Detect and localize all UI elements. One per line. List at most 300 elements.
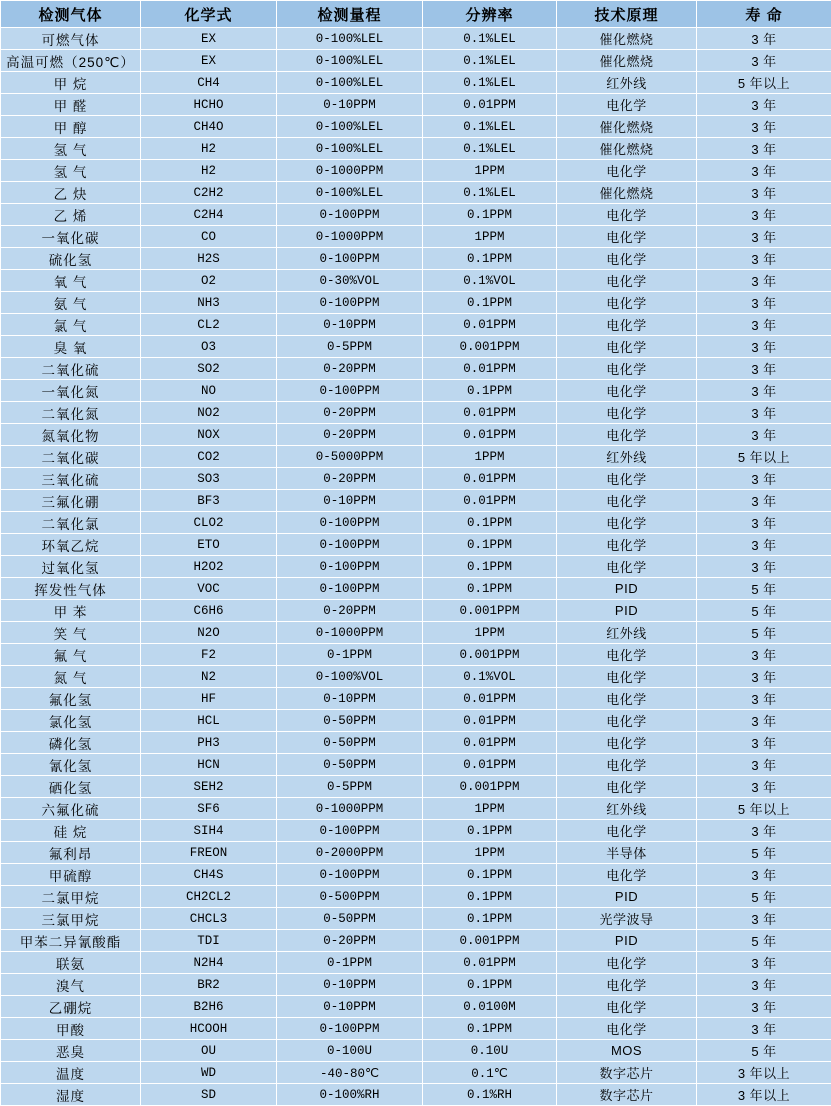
cell-formula: CH4O xyxy=(141,116,277,138)
cell-gas: 硅 烷 xyxy=(1,820,141,842)
cell-range: 0-50PPM xyxy=(277,732,423,754)
cell-formula: ETO xyxy=(141,534,277,556)
cell-formula: FREON xyxy=(141,842,277,864)
cell-resolution: 0.01PPM xyxy=(423,314,557,336)
cell-technology: 电化学 xyxy=(557,556,697,578)
cell-resolution: 0.10U xyxy=(423,1040,557,1062)
cell-resolution: 1PPM xyxy=(423,798,557,820)
cell-lifespan: 3 年 xyxy=(697,534,831,556)
table-row xyxy=(1,512,831,534)
cell-range: -40-80℃ xyxy=(277,1062,423,1084)
cell-resolution: 0.01PPM xyxy=(423,468,557,490)
cell-gas: 氟化氢 xyxy=(1,688,141,710)
cell-formula: SO3 xyxy=(141,468,277,490)
cell-gas: 氢 气 xyxy=(1,138,141,160)
cell-resolution: 0.01PPM xyxy=(423,732,557,754)
cell-lifespan: 3 年 xyxy=(697,732,831,754)
cell-resolution: 0.01PPM xyxy=(423,688,557,710)
table-row xyxy=(1,402,831,424)
cell-resolution: 0.1PPM xyxy=(423,578,557,600)
cell-technology: 红外线 xyxy=(557,622,697,644)
cell-technology: 催化燃烧 xyxy=(557,182,697,204)
cell-lifespan: 3 年 xyxy=(697,28,831,50)
cell-formula: HCL xyxy=(141,710,277,732)
cell-range: 0-20PPM xyxy=(277,930,423,952)
cell-range: 0-1000PPM xyxy=(277,798,423,820)
cell-resolution: 0.01PPM xyxy=(423,490,557,512)
cell-resolution: 0.01PPM xyxy=(423,358,557,380)
cell-technology: PID xyxy=(557,886,697,908)
table-row xyxy=(1,1018,831,1040)
cell-resolution: 0.01PPM xyxy=(423,952,557,974)
cell-resolution: 0.1PPM xyxy=(423,864,557,886)
cell-gas: 二氧化氮 xyxy=(1,402,141,424)
table-row xyxy=(1,952,831,974)
cell-formula: O3 xyxy=(141,336,277,358)
table-header xyxy=(1,1,831,28)
cell-resolution: 0.1PPM xyxy=(423,974,557,996)
cell-range: 0-5PPM xyxy=(277,336,423,358)
cell-resolution: 0.01PPM xyxy=(423,710,557,732)
cell-range: 0-30%VOL xyxy=(277,270,423,292)
cell-resolution: 0.1PPM xyxy=(423,820,557,842)
cell-technology: 红外线 xyxy=(557,446,697,468)
cell-technology: 电化学 xyxy=(557,688,697,710)
cell-formula: PH3 xyxy=(141,732,277,754)
cell-gas: 甲酸 xyxy=(1,1018,141,1040)
cell-range: 0-100PPM xyxy=(277,578,423,600)
table-row xyxy=(1,424,831,446)
cell-lifespan: 5 年 xyxy=(697,622,831,644)
cell-gas: 湿度 xyxy=(1,1084,141,1106)
cell-gas: 二氯甲烷 xyxy=(1,886,141,908)
column-header-formula: 化学式 xyxy=(141,1,277,28)
table-row xyxy=(1,138,831,160)
cell-gas: 一氧化氮 xyxy=(1,380,141,402)
cell-range: 0-10PPM xyxy=(277,688,423,710)
cell-lifespan: 3 年 xyxy=(697,1018,831,1040)
cell-range: 0-20PPM xyxy=(277,402,423,424)
table-body xyxy=(1,28,831,1106)
cell-formula: N2 xyxy=(141,666,277,688)
cell-formula: C2H2 xyxy=(141,182,277,204)
column-header-gas: 检测气体 xyxy=(1,1,141,28)
cell-range: 0-100PPM xyxy=(277,864,423,886)
cell-resolution: 0.1PPM xyxy=(423,556,557,578)
cell-range: 0-50PPM xyxy=(277,754,423,776)
cell-technology: 电化学 xyxy=(557,512,697,534)
cell-resolution: 1PPM xyxy=(423,226,557,248)
cell-resolution: 0.001PPM xyxy=(423,600,557,622)
cell-formula: HCOOH xyxy=(141,1018,277,1040)
cell-lifespan: 3 年 xyxy=(697,182,831,204)
table-row xyxy=(1,182,831,204)
cell-range: 0-1PPM xyxy=(277,952,423,974)
table-row xyxy=(1,908,831,930)
cell-technology: 电化学 xyxy=(557,864,697,886)
cell-resolution: 0.1PPM xyxy=(423,908,557,930)
cell-lifespan: 3 年 xyxy=(697,248,831,270)
cell-technology: 电化学 xyxy=(557,820,697,842)
cell-gas: 溴气 xyxy=(1,974,141,996)
cell-technology: 电化学 xyxy=(557,710,697,732)
cell-range: 0-100PPM xyxy=(277,1018,423,1040)
cell-resolution: 0.1PPM xyxy=(423,534,557,556)
cell-lifespan: 3 年 xyxy=(697,160,831,182)
cell-resolution: 0.1%RH xyxy=(423,1084,557,1106)
table-row xyxy=(1,600,831,622)
cell-range: 0-10PPM xyxy=(277,314,423,336)
cell-lifespan: 3 年以上 xyxy=(697,1062,831,1084)
cell-lifespan: 3 年 xyxy=(697,776,831,798)
cell-technology: 红外线 xyxy=(557,72,697,94)
cell-resolution: 0.1PPM xyxy=(423,380,557,402)
cell-range: 0-50PPM xyxy=(277,710,423,732)
cell-range: 0-500PPM xyxy=(277,886,423,908)
table-row xyxy=(1,776,831,798)
cell-gas: 甲硫醇 xyxy=(1,864,141,886)
cell-gas: 氟 气 xyxy=(1,644,141,666)
cell-lifespan: 3 年 xyxy=(697,952,831,974)
cell-resolution: 0.01PPM xyxy=(423,754,557,776)
cell-technology: 半导体 xyxy=(557,842,697,864)
cell-gas: 氰化氢 xyxy=(1,754,141,776)
cell-resolution: 1PPM xyxy=(423,842,557,864)
table-row xyxy=(1,380,831,402)
cell-lifespan: 3 年 xyxy=(697,292,831,314)
cell-gas: 甲 苯 xyxy=(1,600,141,622)
cell-resolution: 0.1%LEL xyxy=(423,72,557,94)
cell-lifespan: 3 年 xyxy=(697,754,831,776)
cell-technology: 电化学 xyxy=(557,226,697,248)
cell-lifespan: 3 年 xyxy=(697,402,831,424)
cell-gas: 硒化氢 xyxy=(1,776,141,798)
cell-lifespan: 3 年 xyxy=(697,380,831,402)
cell-resolution: 0.1%VOL xyxy=(423,270,557,292)
cell-technology: 电化学 xyxy=(557,490,697,512)
cell-lifespan: 3 年 xyxy=(697,996,831,1018)
table-row xyxy=(1,446,831,468)
table-row xyxy=(1,644,831,666)
cell-technology: MOS xyxy=(557,1040,697,1062)
cell-formula: CHCL3 xyxy=(141,908,277,930)
table-row xyxy=(1,248,831,270)
cell-formula: TDI xyxy=(141,930,277,952)
cell-formula: H2S xyxy=(141,248,277,270)
cell-resolution: 0.1%LEL xyxy=(423,50,557,72)
cell-lifespan: 5 年以上 xyxy=(697,72,831,94)
cell-lifespan: 5 年 xyxy=(697,600,831,622)
cell-gas: 硫化氢 xyxy=(1,248,141,270)
table-row xyxy=(1,292,831,314)
cell-gas: 乙 烯 xyxy=(1,204,141,226)
cell-range: 0-20PPM xyxy=(277,424,423,446)
table-row xyxy=(1,94,831,116)
table-row xyxy=(1,226,831,248)
cell-technology: 催化燃烧 xyxy=(557,50,697,72)
cell-technology: 红外线 xyxy=(557,798,697,820)
cell-lifespan: 3 年 xyxy=(697,974,831,996)
cell-gas: 一氧化碳 xyxy=(1,226,141,248)
cell-formula: CO xyxy=(141,226,277,248)
cell-formula: SD xyxy=(141,1084,277,1106)
column-header-resolution: 分辨率 xyxy=(423,1,557,28)
cell-formula: NH3 xyxy=(141,292,277,314)
cell-lifespan: 3 年 xyxy=(697,468,831,490)
cell-resolution: 0.1%LEL xyxy=(423,28,557,50)
table-row xyxy=(1,116,831,138)
cell-resolution: 0.1PPM xyxy=(423,248,557,270)
cell-range: 0-2000PPM xyxy=(277,842,423,864)
cell-formula: SIH4 xyxy=(141,820,277,842)
cell-lifespan: 3 年 xyxy=(697,512,831,534)
cell-lifespan: 5 年 xyxy=(697,1040,831,1062)
table-row xyxy=(1,1040,831,1062)
cell-technology: 电化学 xyxy=(557,292,697,314)
cell-technology: 电化学 xyxy=(557,974,697,996)
cell-formula: EX xyxy=(141,28,277,50)
cell-range: 0-100%LEL xyxy=(277,182,423,204)
column-header-lifespan: 寿 命 xyxy=(697,1,831,28)
cell-technology: 电化学 xyxy=(557,402,697,424)
cell-resolution: 1PPM xyxy=(423,160,557,182)
cell-technology: 电化学 xyxy=(557,380,697,402)
cell-lifespan: 3 年 xyxy=(697,116,831,138)
cell-technology: PID xyxy=(557,600,697,622)
cell-lifespan: 3 年 xyxy=(697,688,831,710)
cell-lifespan: 3 年 xyxy=(697,50,831,72)
cell-range: 0-20PPM xyxy=(277,600,423,622)
cell-gas: 氧 气 xyxy=(1,270,141,292)
cell-technology: 电化学 xyxy=(557,314,697,336)
table-row xyxy=(1,754,831,776)
cell-formula: NOX xyxy=(141,424,277,446)
table-row xyxy=(1,974,831,996)
cell-formula: CO2 xyxy=(141,446,277,468)
cell-technology: 电化学 xyxy=(557,94,697,116)
cell-range: 0-10PPM xyxy=(277,94,423,116)
cell-formula: BF3 xyxy=(141,490,277,512)
cell-range: 0-100PPM xyxy=(277,556,423,578)
cell-range: 0-1PPM xyxy=(277,644,423,666)
cell-range: 0-100%VOL xyxy=(277,666,423,688)
table-row xyxy=(1,336,831,358)
cell-range: 0-5000PPM xyxy=(277,446,423,468)
cell-technology: 电化学 xyxy=(557,732,697,754)
table-row xyxy=(1,204,831,226)
cell-gas: 磷化氢 xyxy=(1,732,141,754)
cell-resolution: 0.001PPM xyxy=(423,930,557,952)
cell-range: 0-100U xyxy=(277,1040,423,1062)
table-row xyxy=(1,886,831,908)
table-row xyxy=(1,28,831,50)
cell-range: 0-100%LEL xyxy=(277,28,423,50)
table-row xyxy=(1,270,831,292)
cell-resolution: 0.01PPM xyxy=(423,94,557,116)
cell-formula: SF6 xyxy=(141,798,277,820)
cell-resolution: 0.1%VOL xyxy=(423,666,557,688)
cell-formula: CH4 xyxy=(141,72,277,94)
cell-lifespan: 3 年以上 xyxy=(697,1084,831,1106)
cell-lifespan: 3 年 xyxy=(697,336,831,358)
cell-gas: 二氧化氯 xyxy=(1,512,141,534)
cell-gas: 氨 气 xyxy=(1,292,141,314)
cell-technology: PID xyxy=(557,578,697,600)
cell-technology: 电化学 xyxy=(557,1018,697,1040)
cell-range: 0-100PPM xyxy=(277,534,423,556)
table-row xyxy=(1,820,831,842)
cell-lifespan: 5 年 xyxy=(697,886,831,908)
cell-gas: 甲 烷 xyxy=(1,72,141,94)
cell-range: 0-100%LEL xyxy=(277,72,423,94)
column-header-range: 检测量程 xyxy=(277,1,423,28)
cell-range: 0-100PPM xyxy=(277,292,423,314)
cell-formula: C6H6 xyxy=(141,600,277,622)
cell-technology: 催化燃烧 xyxy=(557,28,697,50)
table-row xyxy=(1,666,831,688)
cell-lifespan: 3 年 xyxy=(697,226,831,248)
table-row xyxy=(1,732,831,754)
cell-gas: 甲苯二异氰酸酯 xyxy=(1,930,141,952)
cell-resolution: 0.1℃ xyxy=(423,1062,557,1084)
cell-formula: B2H6 xyxy=(141,996,277,1018)
cell-formula: CH4S xyxy=(141,864,277,886)
cell-lifespan: 3 年 xyxy=(697,358,831,380)
cell-resolution: 0.01PPM xyxy=(423,424,557,446)
cell-formula: CH2CL2 xyxy=(141,886,277,908)
cell-technology: 电化学 xyxy=(557,160,697,182)
cell-range: 0-10PPM xyxy=(277,490,423,512)
cell-range: 0-20PPM xyxy=(277,468,423,490)
cell-formula: N2H4 xyxy=(141,952,277,974)
cell-lifespan: 5 年以上 xyxy=(697,446,831,468)
cell-gas: 氯化氢 xyxy=(1,710,141,732)
cell-gas: 氯 气 xyxy=(1,314,141,336)
cell-resolution: 0.1%LEL xyxy=(423,182,557,204)
table-row xyxy=(1,358,831,380)
cell-technology: 电化学 xyxy=(557,270,697,292)
cell-formula: NO xyxy=(141,380,277,402)
table-row xyxy=(1,1084,831,1106)
cell-resolution: 0.1PPM xyxy=(423,1018,557,1040)
cell-resolution: 0.001PPM xyxy=(423,776,557,798)
table-row xyxy=(1,798,831,820)
cell-gas: 二氧化硫 xyxy=(1,358,141,380)
cell-formula: WD xyxy=(141,1062,277,1084)
cell-formula: H2O2 xyxy=(141,556,277,578)
cell-technology: 数字芯片 xyxy=(557,1062,697,1084)
table-row xyxy=(1,688,831,710)
cell-technology: 数字芯片 xyxy=(557,1084,697,1106)
cell-technology: 电化学 xyxy=(557,666,697,688)
cell-range: 0-5PPM xyxy=(277,776,423,798)
cell-range: 0-100%LEL xyxy=(277,50,423,72)
cell-technology: 电化学 xyxy=(557,248,697,270)
table-row xyxy=(1,842,831,864)
cell-formula: HCHO xyxy=(141,94,277,116)
cell-gas: 高温可燃（250℃） xyxy=(1,50,141,72)
cell-resolution: 0.001PPM xyxy=(423,644,557,666)
cell-gas: 三氯甲烷 xyxy=(1,908,141,930)
table-row xyxy=(1,314,831,336)
cell-resolution: 0.0100M xyxy=(423,996,557,1018)
cell-lifespan: 3 年 xyxy=(697,864,831,886)
cell-lifespan: 5 年 xyxy=(697,930,831,952)
cell-lifespan: 3 年 xyxy=(697,908,831,930)
cell-technology: 电化学 xyxy=(557,534,697,556)
cell-lifespan: 3 年 xyxy=(697,270,831,292)
cell-gas: 臭 氧 xyxy=(1,336,141,358)
cell-technology: 电化学 xyxy=(557,754,697,776)
table-row xyxy=(1,578,831,600)
table-row xyxy=(1,490,831,512)
cell-lifespan: 5 年以上 xyxy=(697,798,831,820)
cell-resolution: 0.1PPM xyxy=(423,292,557,314)
table-row xyxy=(1,622,831,644)
cell-gas: 六氟化硫 xyxy=(1,798,141,820)
cell-lifespan: 3 年 xyxy=(697,204,831,226)
cell-technology: 电化学 xyxy=(557,644,697,666)
cell-gas: 三氧化硫 xyxy=(1,468,141,490)
cell-formula: HCN xyxy=(141,754,277,776)
cell-gas: 乙硼烷 xyxy=(1,996,141,1018)
table-row xyxy=(1,864,831,886)
cell-technology: PID xyxy=(557,930,697,952)
cell-resolution: 0.1%LEL xyxy=(423,138,557,160)
cell-gas: 联氨 xyxy=(1,952,141,974)
cell-gas: 氢 气 xyxy=(1,160,141,182)
cell-lifespan: 3 年 xyxy=(697,556,831,578)
cell-resolution: 1PPM xyxy=(423,446,557,468)
column-header-technology: 技术原理 xyxy=(557,1,697,28)
cell-range: 0-100%RH xyxy=(277,1084,423,1106)
cell-lifespan: 3 年 xyxy=(697,314,831,336)
cell-resolution: 0.1PPM xyxy=(423,886,557,908)
cell-formula: H2 xyxy=(141,138,277,160)
cell-gas: 甲 醇 xyxy=(1,116,141,138)
cell-range: 0-100PPM xyxy=(277,204,423,226)
cell-lifespan: 3 年 xyxy=(697,666,831,688)
cell-gas: 可燃气体 xyxy=(1,28,141,50)
cell-lifespan: 3 年 xyxy=(697,490,831,512)
cell-formula: OU xyxy=(141,1040,277,1062)
cell-resolution: 0.1PPM xyxy=(423,204,557,226)
cell-gas: 氮氧化物 xyxy=(1,424,141,446)
table-row xyxy=(1,1062,831,1084)
cell-range: 0-1000PPM xyxy=(277,622,423,644)
table-row xyxy=(1,50,831,72)
cell-lifespan: 3 年 xyxy=(697,710,831,732)
cell-formula: N2O xyxy=(141,622,277,644)
cell-technology: 催化燃烧 xyxy=(557,116,697,138)
cell-formula: F2 xyxy=(141,644,277,666)
cell-range: 0-100%LEL xyxy=(277,138,423,160)
cell-range: 0-100%LEL xyxy=(277,116,423,138)
cell-gas: 温度 xyxy=(1,1062,141,1084)
cell-formula: H2 xyxy=(141,160,277,182)
cell-formula: SEH2 xyxy=(141,776,277,798)
cell-resolution: 0.01PPM xyxy=(423,402,557,424)
cell-formula: BR2 xyxy=(141,974,277,996)
cell-formula: VOC xyxy=(141,578,277,600)
cell-range: 0-100PPM xyxy=(277,512,423,534)
cell-gas: 过氧化氢 xyxy=(1,556,141,578)
cell-technology: 电化学 xyxy=(557,468,697,490)
cell-range: 0-1000PPM xyxy=(277,226,423,248)
cell-gas: 氟利昂 xyxy=(1,842,141,864)
cell-gas: 乙 炔 xyxy=(1,182,141,204)
cell-lifespan: 3 年 xyxy=(697,424,831,446)
